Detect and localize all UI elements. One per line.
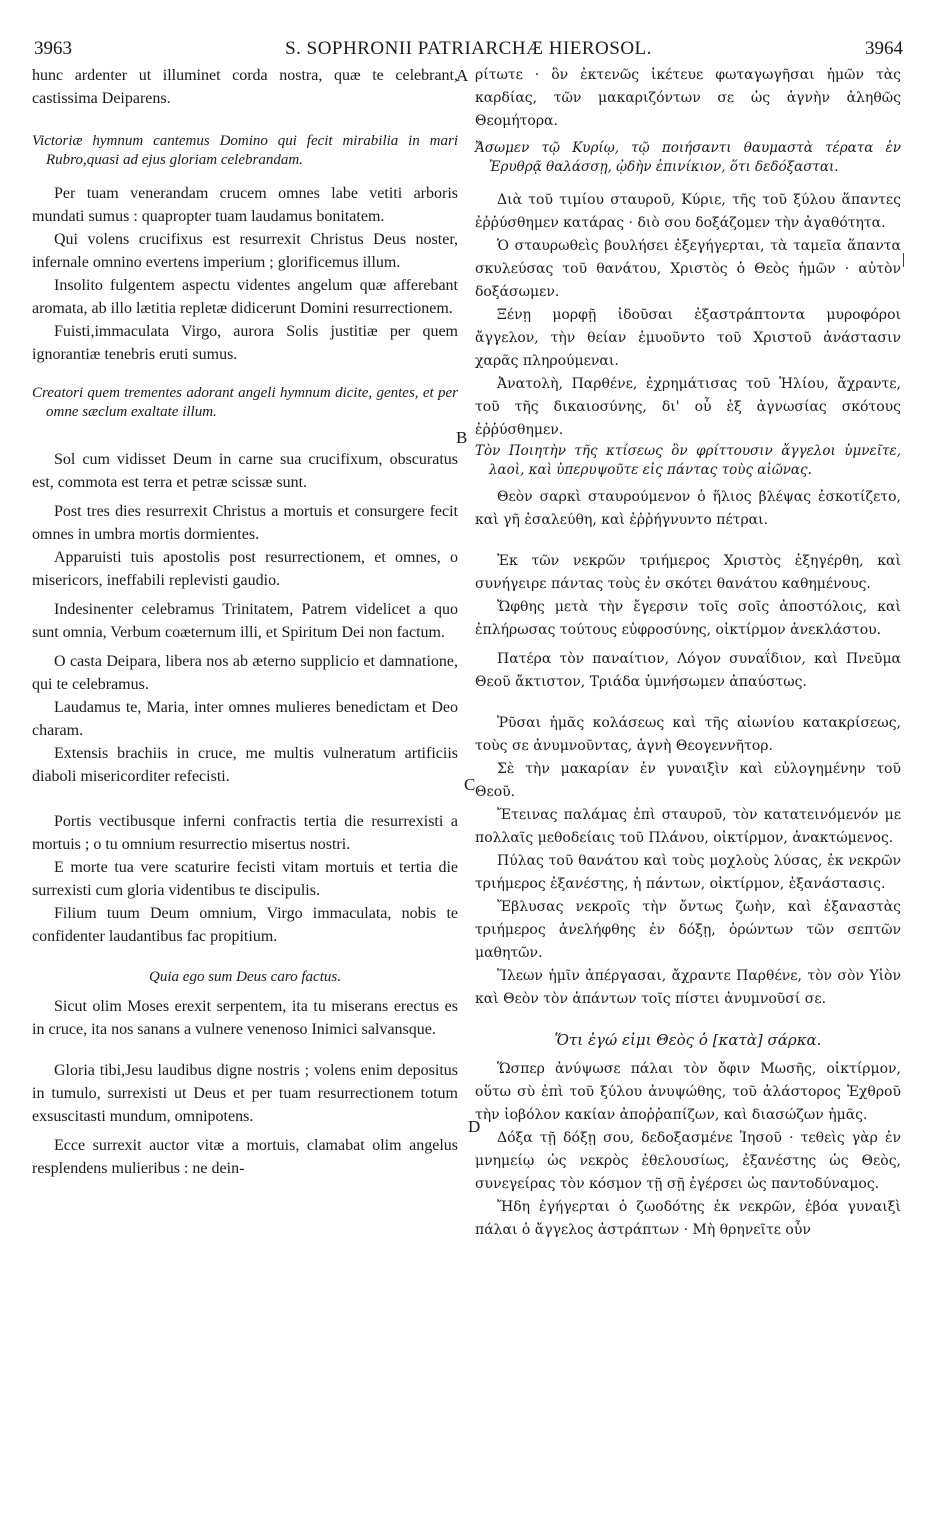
greek-paragraph: Ῥῦσαι ἡμᾶς κολάσεως καὶ τῆς αἰωνίου κατακρίσεως, τοὺς σε ἀνυμνοῦντας, ἁγνὴ Θεογεννῆτορ.	[475, 715, 901, 754]
latin-paragraph: O casta Deipara, libera nos ab æterno supplicio et damnatione, qui te celebramus.	[32, 653, 458, 693]
latin-paragraph: Extensis brachiis in cruce, me multis vulneratum artificiis diaboli misericorditer refecisti.	[32, 745, 458, 785]
latin-paragraph: Post tres dies resurrexit Christus a mortuis et consurgere fecit omnes in umbra mortis dormientes.	[32, 503, 458, 543]
greek-paragraph: Ἐκ τῶν νεκρῶν τριήμερος Χριστὸς ἐξηγέρθη, καὶ συνήγειρε πάντας τοὺς ἐν σκότει θανάτου καθημένους.	[475, 553, 901, 592]
greek-paragraph: Πύλας τοῦ θανάτου καὶ τοὺς μοχλοὺς λύσας, ἐκ νεκρῶν τριήμερος ἐξανέστης, ἡ πάντων, οἰκτίρμον, ἐξανάστασις.	[475, 853, 901, 892]
page-number-left: 3963	[34, 38, 72, 59]
latin-paragraph: Laudamus te, Maria, inter omnes mulieres benedictam et Deo charam.	[32, 699, 458, 739]
greek-paragraph: Ἔτεινας παλάμας ἐπὶ σταυροῦ, τὸν κατατεινόμενόν με πολλαῖς μεθοδείαις τοῦ Πλάνου, οἰκτίρμον, ἀνακτώμενος.	[475, 807, 901, 846]
greek-section-title: Ὅτι ἐγώ εἰμι Θεὸς ὁ [κατὰ] σάρκα.	[554, 1031, 822, 1049]
margin-letter-c: C	[464, 775, 476, 794]
greek-paragraph: Ὁ σταυρωθεὶς βουλήσει ἐξεγήγερται, τὰ ταμεῖα ἅπαντα σκυλεύσας τοῦ θανάτου, Χριστὸς ὁ Θεὸς ἡμῶν · αὐτὸν δοξάσωμεν.	[475, 238, 901, 300]
greek-column	[475, 64, 901, 1242]
greek-paragraph: Θεὸν σαρκὶ σταυρούμενον ὁ ἥλιος βλέψας ἐσκοτίζετο, καὶ γῆ ἐσαλεύθη, καὶ ἐῤῥήγνυντο πέτραι.	[475, 489, 901, 528]
greek-paragraph: ρίτωτε · ὃν ἐκτενῶς ἱκέτευε φωταγωγῆσαι ἡμῶν τὰς καρδίας, τῶν μακαριζόντων σε ὡς ἁγνὴν ἀληθῶς Θεομήτορα.	[475, 67, 901, 129]
margin-mark	[903, 253, 904, 267]
latin-paragraph: Portis vectibusque inferni confractis tertia die resurrexisti a mortuis ; o tu omnium resurrectio misertus nostri.	[32, 813, 458, 853]
greek-paragraph: Σὲ τὴν μακαρίαν ἐν γυναιξὶν καὶ εὐλογημένην τοῦ Θεοῦ.	[475, 761, 901, 800]
page-number-right: 3964	[865, 38, 903, 59]
margin-letter-b: B	[456, 428, 468, 447]
latin-column	[32, 64, 458, 1180]
latin-paragraph: Indesinenter celebramus Trinitatem, Patrem videlicet a quo sunt omnia, Verbum coæternum illi, et Spiritum Dei non factum.	[32, 601, 458, 641]
latin-paragraph: Sicut olim Moses erexit serpentem, ita tu miserans erectus es in cruce, ita nos sanans a vulnere venenoso Inimici salvansque.	[32, 998, 458, 1038]
greek-paragraph: Ξένῃ μορφῇ ἰδοῦσαι ἐξαστράπτοντα μυροφόροι ἄγγελον, τὴν θείαν ἐμυοῦντο τοῦ Χριστοῦ ἀνάστασιν χαρᾶς πληρούμεναι.	[475, 307, 901, 369]
greek-heading: Ἄσωμεν τῷ Κυρίῳ, τῷ ποιήσαντι θαυμαστὰ τέρατα ἐν Ἐρυθρᾷ θαλάσσῃ, ᾠδὴν ἐπινίκιον, ὅτι δεδόξασται.	[475, 140, 901, 175]
latin-paragraph: Ecce surrexit auctor vitæ a mortuis, clamabat olim angelus resplendens mulieribus : ne dein-	[32, 1137, 458, 1177]
greek-paragraph: Ἤδη ἐγήγερται ὁ ζωοδότης ἐκ νεκρῶν, ἐβόα γυναιξὶ πάλαι ὁ ἄγγελος ἀστράπτων · Μὴ θρηνεῖτε οὖν	[475, 1199, 901, 1238]
greek-paragraph: Ὤφθης μετὰ τὴν ἔγερσιν τοῖς σοῖς ἀποστόλοις, καὶ ἐπλήρωσας τούτους εὐφροσύνης, οἰκτίρμον ἀνεκλάστου.	[475, 599, 901, 638]
latin-paragraph: Apparuisti tuis apostolis post resurrectionem, et omnes, o misericors, ineffabili replevisti gaudio.	[32, 549, 458, 589]
latin-heading: Victoriæ hymnum cantemus Domino qui fecit mirabilia in mari Rubro,quasi ad ejus gloriam celebrandam.	[32, 133, 458, 168]
latin-paragraph: Filium tuum Deum omnium, Virgo immaculata, nobis te confidenter laudantibus fac propitium.	[32, 905, 458, 945]
latin-paragraph: Gloria tibi,Jesu laudibus digne nostris ; volens enim depositus in tumulo, surrexisti ut Deus et per tuam resurrectionem totum exsuscitasti mundum, omnipotens.	[32, 1062, 458, 1125]
greek-paragraph: Δόξα τῇ δόξῃ σου, δεδοξασμένε Ἰησοῦ · τεθεὶς γὰρ ἐν μνημείῳ ὡς νεκρὸς ἐθελουσίως, ἐξανέστης ὡς Θεὸς, συνεγείρας τὸν κόσμον τῇ σῇ ἐγέρσει ὡς παντοδύναμος.	[475, 1130, 901, 1192]
latin-paragraph: Per tuam venerandam crucem omnes labe vetiti arboris mundati sumus : quapropter tuam laudamus bonitatem.	[32, 185, 458, 225]
margin-letter-d: D	[468, 1117, 481, 1136]
greek-heading: Τὸν Ποιητὴν τῆς κτίσεως ὃν φρίττουσιν ἄγγελοι ὑμνεῖτε, λαοὶ, καὶ ὑπερυψοῦτε εἰς πάντας τοὺς αἰῶνας.	[475, 443, 901, 478]
running-header	[34, 38, 903, 62]
greek-paragraph: Ἀνατολὴ, Παρθένε, ἐχρημάτισας τοῦ Ἡλίου, ἄχραντε, τοῦ τῆς δικαιοσύνης, δι' οὗ ἐξ ἀγνωσίας σκότους ἐῤῥύσθημεν.	[475, 376, 901, 438]
latin-paragraph: Insolito fulgentem aspectu videntes angelum quæ afferebant aromata, ab illo lætitia repletæ didicerunt Domini resurrectionem.	[32, 277, 458, 317]
latin-paragraph: E morte tua vere scaturire fecisti vitam mortuis et tertia die surrexisti cum gloria videntibus te discipulis.	[32, 859, 458, 899]
latin-section-title: Quia ego sum Deus caro factus.	[149, 969, 341, 985]
latin-paragraph: Qui volens crucifixus est resurrexit Christus Deus noster, infernale omnino evertens imperium ; glorificemus illum.	[32, 231, 458, 271]
greek-paragraph: Ὥσπερ ἀνύψωσε πάλαι τὸν ὄφιν Μωσῆς, οἰκτίρμον, οὕτω σὺ ἐπὶ τοῦ ξύλου ἀνυψώθης, τοῦ ἀλάστορος Ἐχθροῦ τὴν ἰοβόλον κακίαν ἀποῤῥαπίζων, καὶ διασώζων ἡμᾶς.	[475, 1061, 901, 1123]
header-title: S. SOPHRONII PATRIARCHÆ HIEROSOL.	[285, 38, 652, 59]
greek-paragraph: Ἔβλυσας νεκροῖς τὴν ὄντως ζωὴν, καὶ ἐξαναστὰς τριήμερος ἀνελήφθης ἐν δόξῃ, ὁρώντων τῶν σεπτῶν μαθητῶν.	[475, 899, 901, 961]
latin-paragraph: hunc ardenter ut illuminet corda nostra, quæ te celebrant, castissima Deiparens.	[32, 67, 458, 107]
greek-paragraph: Διὰ τοῦ τιμίου σταυροῦ, Κύριε, τῆς τοῦ ξύλου ἅπαντες ἐῤῥύσθημεν κατάρας · διὸ σου δοξάζομεν τὴν ἀγαθότητα.	[475, 192, 901, 231]
margin-letter-a: A	[456, 66, 469, 85]
greek-paragraph: Πατέρα τὸν παναίτιον, Λόγον συναΐδιον, καὶ Πνεῦμα Θεοῦ ἄκτιστον, Τριάδα ὑμνήσωμεν ἀπαύστως.	[475, 651, 901, 690]
latin-heading: Creatori quem trementes adorant angeli hymnum dicite, gentes, et per omne sæclum exaltate illum.	[32, 385, 458, 420]
latin-paragraph: Sol cum vidisset Deum in carne sua crucifixum, obscuratus est, commota est terra et petræ scissæ sunt.	[32, 451, 458, 491]
latin-paragraph: Fuisti,immaculata Virgo, aurora Solis justitiæ per quem ignorantiæ tenebris eruti sumus.	[32, 323, 458, 363]
greek-paragraph: Ἵλεων ἡμῖν ἀπέργασαι, ἄχραντε Παρθένε, τὸν σὸν Υἱὸν καὶ Θεὸν τὸν ἁπάντων τοῖς πίστει ἀνυμνοῦσί σε.	[475, 968, 901, 1007]
